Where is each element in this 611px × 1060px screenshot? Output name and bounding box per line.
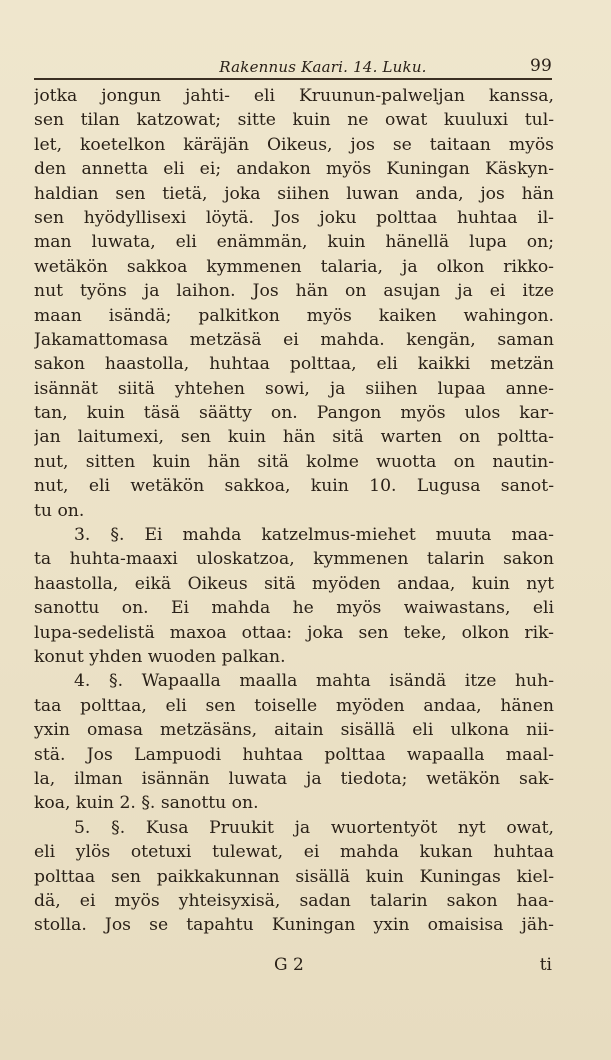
text-line: tan, kuin täsä säätty on. Pangon myös ulos kar- xyxy=(34,403,554,424)
text-line: let, koetelkon käräjän Oikeus, jos se taitaan myös xyxy=(34,134,554,155)
text-line: Jakamattomasa metzäsä ei mahda. kengän, saman xyxy=(34,329,554,350)
text-line: 3. §. Ei mahda katzelmus-miehet muuta maa- xyxy=(74,525,554,546)
running-title: Rakennus Kaari. 14. Luku. xyxy=(219,58,427,76)
text-line: jotka jongun jahti- eli Kruunun-palweljan kanssa, xyxy=(34,86,554,106)
text-line: eli ylös otetuxi tulewat, ei mahda kukan huhtaa xyxy=(34,842,554,863)
text-line: dä, ei myös yhteisyxisä, sadan talarin sakon haa- xyxy=(34,890,554,911)
text-line: sen tilan katzowat; sitte kuin ne owat kuuluxi tul- xyxy=(34,110,554,131)
header-rule xyxy=(34,78,552,80)
text-line: isännät siitä yhtehen sowi, ja siihen lupaa anne- xyxy=(34,378,554,399)
text-line: lupa-sedelistä maxoa ottaa: joka sen teke, olkon rik- xyxy=(34,622,554,643)
text-line: nut työns ja laihon. Jos hän on asujan ja ei itze xyxy=(34,281,554,302)
page-body-text xyxy=(34,84,554,938)
text-line: sakon haastolla, huhtaa polttaa, eli kaikki metzän xyxy=(34,354,554,375)
text-line: stolla. Jos se tapahtu Kuningan yxin omaisisa jäh- xyxy=(34,915,554,936)
text-line: wetäkön sakkoa kymmenen talaria, ja olkon rikko- xyxy=(34,256,554,277)
text-line: stä. Jos Lampuodi huhtaa polttaa wapaalla maal- xyxy=(34,744,554,765)
text-line: la, ilman isännän luwata ja tiedota; wetäkön sak- xyxy=(34,768,554,789)
text-line: taa polttaa, eli sen toiselle myöden andaa, hänen xyxy=(34,695,554,716)
text-line: man luwata, eli enämmän, kuin hänellä lupa on; xyxy=(34,232,554,253)
text-line: maan isändä; palkitkon myös kaiken wahingon. xyxy=(34,305,554,326)
text-line: konut yhden wuoden palkan. xyxy=(34,646,286,667)
catchword: ti xyxy=(539,955,552,975)
text-line: nut, eli wetäkön sakkoa, kuin 10. Lugusa sanot- xyxy=(34,476,554,497)
text-line: koa, kuin 2. §. sanottu on. xyxy=(34,793,259,814)
page-footer xyxy=(34,955,552,979)
text-line: nut, sitten kuin hän sitä kolme wuotta on nautin- xyxy=(34,451,554,472)
page-header xyxy=(36,50,556,76)
signature-mark: G 2 xyxy=(274,955,304,975)
text-line: haastolla, eikä Oikeus sitä myöden andaa, kuin nyt xyxy=(34,573,554,594)
text-line: 5. §. Kusa Pruukit ja wuortentyöt nyt owat, xyxy=(74,817,554,838)
text-line: sanottu on. Ei mahda he myös waiwastans, eli xyxy=(34,598,554,619)
text-line: jan laitumexi, sen kuin hän sitä warten on poltta- xyxy=(34,427,554,448)
text-line: yxin omasa metzäsäns, aitain sisällä eli ulkona nii- xyxy=(34,720,554,741)
text-line: 4. §. Wapaalla maalla mahta isändä itze huh- xyxy=(74,671,554,692)
text-line: haldian sen tietä, joka siihen luwan anda, jos hän xyxy=(34,183,554,204)
text-line: ta huhta-maaxi uloskatzoa, kymmenen talarin sakon xyxy=(34,549,554,570)
text-line: sen hyödyllisexi löytä. Jos joku polttaa huhtaa il- xyxy=(34,207,554,228)
text-line: polttaa sen paikkakunnan sisällä kuin Kuningas kiel- xyxy=(34,866,554,887)
page-number: 99 xyxy=(529,56,552,76)
text-line: tu on. xyxy=(34,500,85,521)
text-line: den annetta eli ei; andakon myös Kuningan Käskyn- xyxy=(34,159,554,180)
